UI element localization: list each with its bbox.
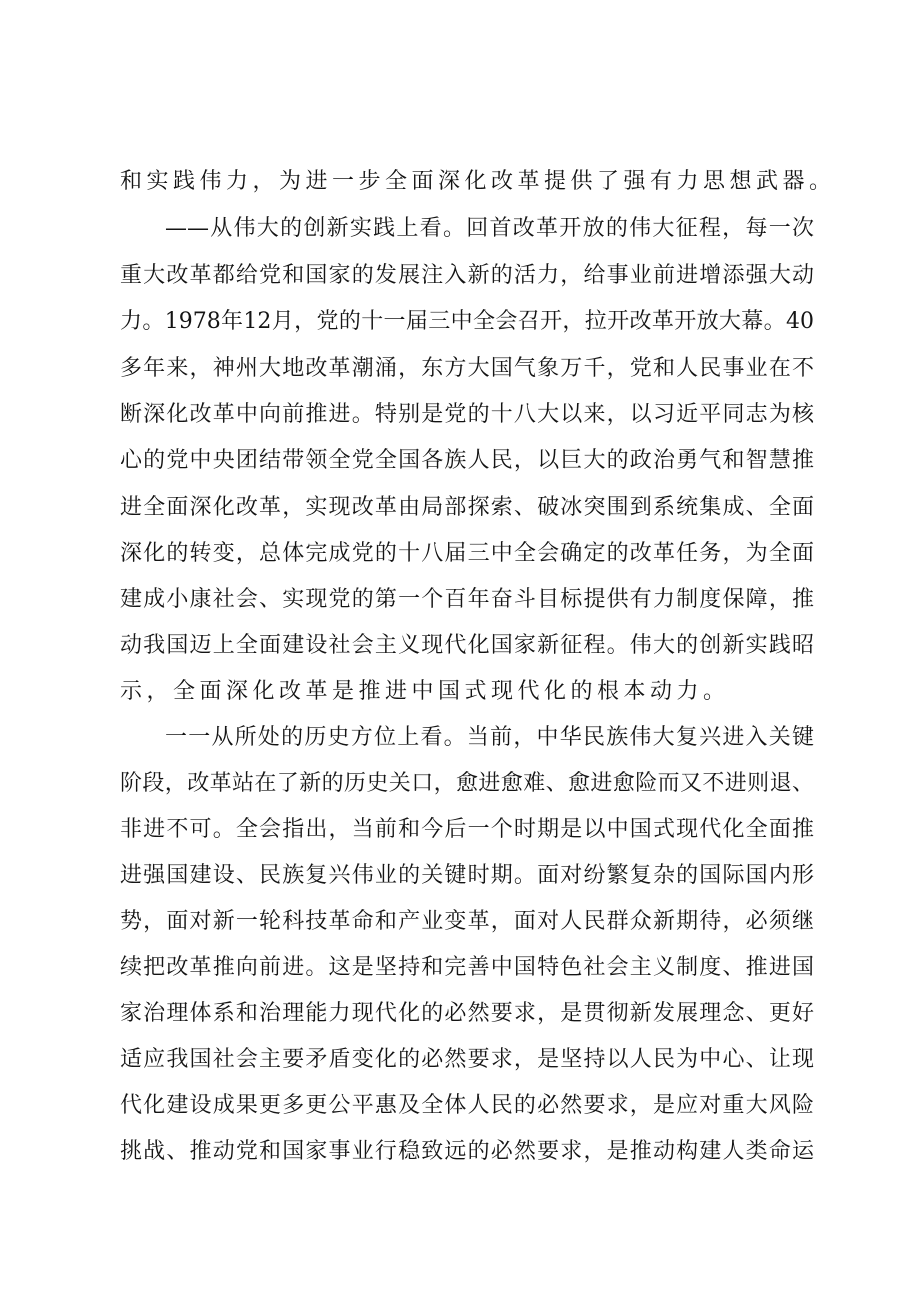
text-line: 家治理体系和治理能力现代化的必然要求，是贯彻新发展理念、更好 <box>120 1001 814 1026</box>
text-line: 断深化改革中向前推进。特别是党的十八大以来，以习近平同志为核 <box>120 402 814 427</box>
text-line: 适应我国社会主要矛盾变化的必然要求，是坚持以人民为中心、让现 <box>120 1047 814 1072</box>
text-line: 示，全面深化改革是推进中国式现代化的根本动力。 <box>120 679 730 704</box>
text-line: 挑战、推动党和国家事业行稳致远的必然要求，是推动构建人类命运 <box>120 1139 814 1164</box>
text-line: 续把改革推向前进。这是坚持和完善中国特色社会主义制度、推进国 <box>120 955 814 980</box>
text-line: 和实践伟力，为进一步全面深化改革提供了强有力思想武器。 <box>120 169 836 194</box>
text-line: 非进不可。全会指出，当前和今后一个时期是以中国式现代化全面推 <box>120 817 814 842</box>
text-line: 阶段，改革站在了新的历史关口，愈进愈难、愈进愈险而又不进则退、 <box>120 771 814 796</box>
text-line: 力。1978年12月，党的十一届三中全会召开，拉开改革开放大幕。40 <box>120 309 814 334</box>
text-line: 进强国建设、民族复兴伟业的关键时期。面对纷繁复杂的国际国内形 <box>120 863 814 888</box>
text-line: 动我国迈上全面建设社会主义现代化国家新征程。伟大的创新实践昭 <box>120 633 814 658</box>
text-line: 重大改革都给党和国家的发展注入新的活力，给事业前进增添强大动 <box>120 263 814 288</box>
text-line: 心的党中央团结带领全党全国各族人民，以巨大的政治勇气和智慧推 <box>120 448 814 473</box>
paragraph-first-line: ——从伟大的创新实践上看。回首改革开放的伟大征程，每一次 <box>165 216 814 241</box>
text-line: 深化的转变，总体完成党的十八届三中全会确定的改革任务，为全面 <box>120 541 814 566</box>
text-line: 进全面深化改革，实现改革由局部探索、破冰突围到系统集成、全面 <box>120 495 814 520</box>
text-line: 代化建设成果更多更公平惠及全体人民的必然要求，是应对重大风险 <box>120 1093 814 1118</box>
paragraph-first-line: 一一从所处的历史方位上看。当前，中华民族伟大复兴进入关键 <box>165 725 814 750</box>
text-line: 多年来，神州大地改革潮涌，东方大国气象万千，党和人民事业在不 <box>120 356 814 381</box>
text-line: 势，面对新一轮科技革命和产业变革，面对人民群众新期待，必须继 <box>120 909 814 934</box>
text-line: 建成小康社会、实现党的第一个百年奋斗目标提供有力制度保障，推 <box>120 587 814 612</box>
